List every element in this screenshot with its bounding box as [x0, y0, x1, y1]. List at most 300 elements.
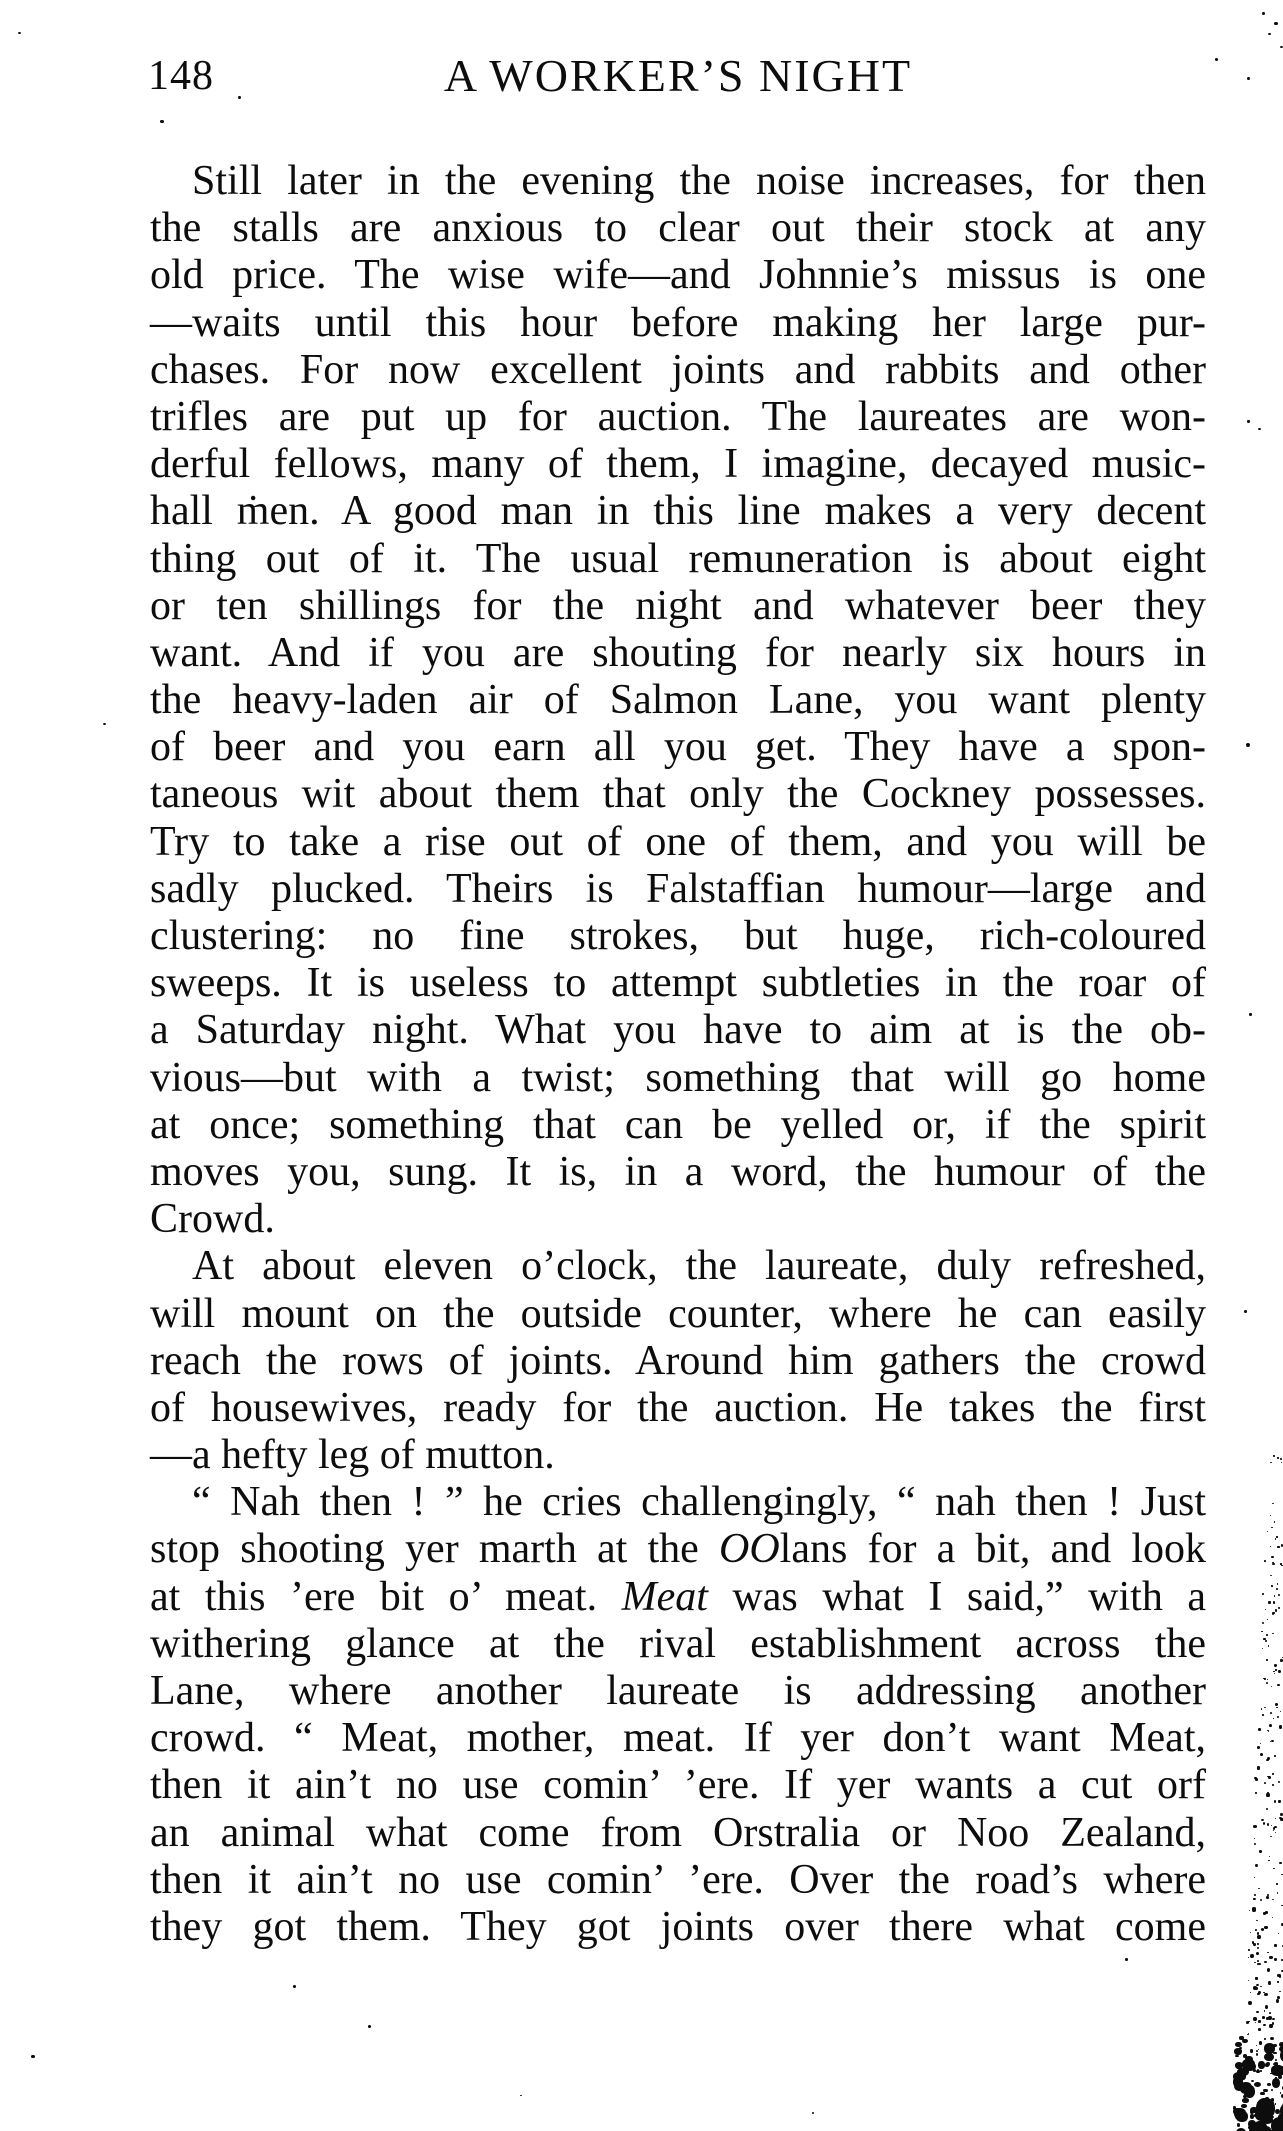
text-span: clustering: no fine strokes, but huge, rich-coloured: [150, 913, 1206, 959]
text-line: [150, 630, 1206, 677]
text-span: sweeps. It is useless to attempt subtleties in the roar of: [150, 960, 1206, 1007]
noise-speck: [1267, 1952, 1268, 1953]
text-line: [150, 394, 1206, 441]
noise-speck: [1275, 1609, 1277, 1611]
noise-speck: [1272, 1773, 1274, 1774]
noise-speck: [1265, 2005, 1269, 2009]
text-span: trifles are put up for auction. The laureates are won-: [150, 393, 1206, 440]
text-line: [150, 1904, 1206, 1951]
noise-speck: [1273, 1868, 1275, 1869]
noise-speck: [1270, 1836, 1272, 1837]
text-span: will mount on the outside counter, where he can easily: [150, 1290, 1206, 1337]
noise-speck: [1256, 2011, 1258, 2013]
noise-speck: [1261, 1819, 1264, 1821]
noise-speck: [1264, 1707, 1266, 1708]
noise-speck: [1250, 1954, 1254, 1958]
text-span: reach the rows of joints. Around him gathers the crowd: [150, 1337, 1206, 1384]
noise-speck: [1269, 2024, 1273, 2028]
text-span: they got them. They got joints over there what come: [150, 1903, 1206, 1950]
noise-speck: [1275, 1818, 1276, 1819]
noise-speck: [1256, 2050, 1258, 2052]
noise-speck: [1125, 1958, 1128, 1961]
noise-speck: [1276, 1707, 1277, 1708]
noise-speck: [1275, 2059, 1277, 2061]
noise-speck: [1266, 1634, 1268, 1635]
text-span: thing out of it. The usual remuneration is about eight: [150, 535, 1206, 582]
noise-speck: [1260, 1986, 1262, 1988]
noise-speck: [1268, 1645, 1269, 1646]
noise-speck: [1272, 1917, 1273, 1919]
noise-speck: [1272, 1503, 1273, 1504]
text-span: at once; something that can be yelled or, if the spirit: [150, 1101, 1206, 1148]
noise-speck: [1257, 1943, 1260, 1945]
noise-speck: [1256, 2070, 1259, 2073]
noise-speck: [1279, 1991, 1280, 1992]
noise-speck: [1268, 1981, 1271, 1984]
noise-speck: [1267, 1757, 1270, 1760]
noise-speck: [1258, 428, 1261, 430]
noise-speck: [1250, 2114, 1254, 2119]
noise-speck: [1278, 1670, 1281, 1673]
text-span: “ Nah then ! ” he cries challengingly, “ nah then ! Just: [192, 1479, 1206, 1526]
text-span: —waits until this hour before making her large pur-: [150, 299, 1206, 346]
text-line: [150, 1291, 1206, 1338]
text-span: the stalls are anxious to clear out their stock at any: [150, 205, 1206, 252]
noise-speck: [1278, 1546, 1279, 1548]
noise-speck: [1273, 1830, 1274, 1831]
noise-speck: [1257, 1960, 1259, 1962]
noise-speck: [1253, 1825, 1256, 1828]
noise-speck: [1246, 743, 1250, 747]
noise-speck: [1270, 1712, 1272, 1714]
noise-speck: [1250, 1992, 1252, 1993]
noise-speck: [1247, 420, 1250, 423]
noise-speck: [1257, 1935, 1261, 1939]
noise-speck: [1245, 2056, 1253, 2063]
noise-speck: [1248, 2001, 1252, 2005]
noise-speck: [1253, 1898, 1255, 1900]
noise-speck: [1269, 2012, 1271, 2014]
noise-speck: [1281, 1959, 1283, 1961]
text-line: [150, 1338, 1206, 1385]
noise-speck: [1267, 1531, 1268, 1532]
noise-speck: [1251, 2080, 1254, 2083]
noise-speck: [1269, 1724, 1272, 1727]
noise-speck: [1279, 1862, 1281, 1864]
text-line: [150, 536, 1206, 583]
noise-speck: [1266, 1808, 1268, 1810]
noise-speck: [1234, 2048, 1242, 2055]
noise-speck: [1272, 1784, 1274, 1786]
noise-speck: [1264, 2038, 1266, 2040]
text-line: [150, 1668, 1206, 1715]
text-span: an animal what come from Orstralia or Noo Zealand,: [150, 1809, 1206, 1856]
noise-speck: [1280, 1813, 1283, 1816]
text-span: or ten shillings for the night and whatever beer they: [150, 582, 1206, 629]
noise-speck: [1250, 1932, 1252, 1933]
noise-speck: [160, 120, 164, 123]
noise-speck: [1254, 1838, 1255, 1839]
noise-speck: [1275, 1538, 1277, 1540]
noise-speck: [1237, 2123, 1240, 2127]
noise-speck: [1273, 1671, 1274, 1672]
noise-speck: [1276, 1536, 1277, 1537]
noise-speck: [1267, 2083, 1271, 2086]
noise-speck: [1278, 1933, 1279, 1934]
noise-speck: [1271, 2089, 1273, 2091]
text-line: [150, 1762, 1206, 1809]
noise-speck: [1270, 2037, 1274, 2041]
text-line: [150, 1432, 1206, 1479]
noise-speck: [1268, 1776, 1271, 1779]
noise-speck: [1265, 1911, 1268, 1913]
noise-speck: [1266, 1896, 1269, 1899]
noise-speck: [1247, 2034, 1249, 2036]
text-span: moves you, sung. It is, in a word, the humour of the: [150, 1148, 1206, 1195]
noise-speck: [368, 2025, 371, 2028]
text-line: [150, 1715, 1206, 1762]
text-span: crowd. “ Meat, mother, meat. If yer don’t want Meat,: [150, 1715, 1206, 1762]
noise-speck: [1256, 2053, 1258, 2056]
noise-speck: [1257, 1947, 1259, 1949]
text-line: [150, 1102, 1206, 1149]
noise-speck: [1255, 1778, 1258, 1781]
noise-speck: [1237, 2086, 1240, 2089]
noise-speck: [1262, 1593, 1264, 1594]
text-span: a Saturday night. What you have to aim at is the ob-: [150, 1007, 1206, 1054]
text-line: [150, 1196, 1206, 1243]
noise-speck: [1268, 1601, 1270, 1604]
text-line: [150, 300, 1206, 347]
noise-speck: [1271, 1740, 1274, 1742]
noise-speck: [1274, 1521, 1276, 1523]
noise-speck: [1246, 2092, 1251, 2097]
noise-speck: [1248, 1949, 1250, 1951]
noise-speck: [1271, 1527, 1272, 1529]
noise-speck: [1271, 1556, 1273, 1558]
noise-speck: [1239, 2036, 1244, 2040]
noise-speck: [1279, 1725, 1282, 1728]
noise-speck: [1278, 1781, 1280, 1783]
noise-speck: [1239, 2075, 1242, 2078]
noise-speck: [1267, 1619, 1268, 1620]
text-line: [150, 1055, 1206, 1102]
noise-speck: [1261, 1708, 1263, 1710]
noise-speck: [1274, 1944, 1276, 1946]
noise-speck: [1264, 1961, 1267, 1963]
noise-speck: [1242, 2098, 1249, 2103]
noise-speck: [1273, 1455, 1275, 1457]
noise-speck: [1272, 2018, 1275, 2020]
text-span: stop shooting yer marth at the: [150, 1526, 719, 1573]
noise-speck: [1258, 1728, 1261, 1730]
noise-speck: [1274, 1664, 1277, 1667]
noise-speck: [1258, 2061, 1265, 2069]
noise-speck: [1275, 2103, 1276, 2104]
noise-speck: [1277, 2065, 1281, 2069]
noise-speck: [1264, 1782, 1266, 1784]
noise-speck: [520, 2095, 522, 2096]
noise-speck: [1258, 2020, 1261, 2023]
noise-speck: [1270, 1546, 1271, 1547]
text-span: derful fellows, many of them, I imagine, decayed music-: [150, 441, 1206, 488]
noise-speck: [1266, 1682, 1269, 1684]
noise-speck: [1280, 1659, 1283, 1662]
text-span: then it ain’t no use comin’ ’ere. Over the road’s where: [150, 1856, 1206, 1903]
text-span: the heavy-laden air of Salmon Lane, you want plenty: [150, 677, 1206, 724]
noise-speck: [1265, 1609, 1266, 1610]
noise-speck: [1260, 2070, 1262, 2072]
noise-speck: [1278, 1607, 1280, 1609]
noise-speck: [1280, 1458, 1282, 1460]
noise-speck: [1263, 1822, 1265, 1825]
noise-speck: [1257, 1746, 1260, 1749]
noise-speck: [812, 2112, 814, 2114]
noise-speck: [31, 2055, 35, 2058]
noise-speck: [1273, 1718, 1274, 1719]
noise-speck: [1241, 2104, 1247, 2108]
noise-speck: [1260, 1899, 1263, 1902]
noise-speck: [1271, 1585, 1273, 1586]
noise-speck: [1264, 2043, 1275, 2054]
noise-speck: [1262, 1714, 1264, 1715]
text-span: want. And if you are shouting for nearly six hours in: [150, 629, 1206, 676]
noise-speck: [1277, 1892, 1278, 1893]
noise-speck: [1261, 2092, 1265, 2096]
noise-speck: [1254, 2082, 1262, 2088]
noise-speck: [1275, 1703, 1278, 1706]
text-line: [150, 252, 1206, 299]
noise-speck: [1271, 1686, 1272, 1687]
text-span: was what I said,” with a: [707, 1573, 1206, 1620]
page-number: 148: [148, 53, 214, 99]
text-span: withering glance at the rival establishment across the: [150, 1620, 1206, 1667]
noise-speck: [1272, 2078, 1281, 2088]
text-span: lans for a bit, and look: [779, 1526, 1206, 1573]
noise-speck: [1255, 1864, 1258, 1867]
text-span: Still later in the evening the noise increases, for then: [192, 158, 1206, 204]
noise-speck: [1264, 2010, 1265, 2011]
noise-speck: [1264, 1560, 1266, 1562]
noise-speck: [1249, 1910, 1250, 1911]
noise-speck: [1267, 1679, 1268, 1680]
text-span: Crowd.: [150, 1196, 275, 1243]
noise-speck: [1276, 1999, 1279, 2003]
noise-speck: [1269, 1856, 1270, 1857]
noise-speck: [1237, 2079, 1241, 2082]
noise-speck: [1249, 1013, 1252, 1016]
noise-speck: [1260, 1753, 1263, 1756]
noise-speck: [1277, 1981, 1279, 1983]
text-line: [150, 771, 1206, 818]
noise-speck: [1256, 2045, 1257, 2046]
noise-speck: [1255, 1929, 1257, 1931]
text-line: [150, 347, 1206, 394]
noise-speck: [1278, 1800, 1280, 1802]
text-line: [150, 158, 1206, 205]
noise-speck: [1267, 1792, 1268, 1794]
noise-speck: [1270, 1515, 1271, 1516]
noise-speck: [1266, 2062, 1270, 2066]
noise-speck: [1268, 2016, 1272, 2020]
text-span: at this ’ere bit o’ meat.: [150, 1573, 622, 1620]
noise-speck: [1274, 1800, 1277, 1803]
noise-speck: [1267, 1968, 1271, 1972]
text-line: [150, 1385, 1206, 1432]
noise-speck: [1266, 1659, 1268, 1660]
text-span: sadly plucked. Theirs is Falstaffian humour—large and: [150, 865, 1206, 912]
noise-speck: [1277, 1996, 1280, 1999]
noise-speck: [1279, 1975, 1281, 1977]
noise-speck: [1272, 1633, 1273, 1634]
noise-speck: [1264, 1926, 1268, 1929]
noise-speck: [103, 723, 106, 725]
text-line: [150, 441, 1206, 488]
noise-speck: [1248, 2033, 1249, 2034]
noise-speck: [1274, 1755, 1276, 1757]
noise-speck: [1264, 1678, 1266, 1680]
text-line: [150, 960, 1206, 1007]
text-line: [150, 1479, 1206, 1526]
text-span: then it ain’t no use comin’ ’ere. If yer wants a cut orf: [150, 1762, 1206, 1809]
page-body: [150, 158, 1206, 1951]
text-line: [150, 1621, 1206, 1668]
noise-speck: [1248, 1980, 1249, 1981]
text-span: hall ṁen. A good man in this line makes a very decent: [150, 488, 1206, 535]
noise-speck: [1248, 1957, 1249, 1958]
noise-speck: [1250, 2049, 1254, 2053]
noise-speck: [1270, 1462, 1272, 1463]
noise-speck: [1274, 1673, 1276, 1674]
noise-speck: [1274, 1958, 1277, 1961]
noise-speck: [1267, 1894, 1269, 1896]
noise-speck: [1277, 1684, 1279, 1686]
text-span: At about eleven o’clock, the laureate, duly refreshed,: [192, 1243, 1206, 1290]
noise-speck: [1268, 1731, 1269, 1732]
text-line: [150, 1810, 1206, 1857]
noise-speck: [1235, 2062, 1243, 2069]
text-line: [150, 488, 1206, 535]
noise-speck: [1252, 1941, 1255, 1943]
noise-speck: [1262, 1622, 1264, 1624]
noise-speck: [1264, 1993, 1268, 1996]
noise-speck: [1255, 2022, 1256, 2023]
noise-speck: [1259, 2041, 1262, 2044]
noise-speck: [1255, 2108, 1268, 2121]
noise-speck: [1262, 2016, 1265, 2019]
noise-speck: [1256, 1920, 1258, 1922]
noise-speck: [1252, 1907, 1255, 1911]
noise-speck: [293, 1985, 296, 1988]
italic-text: OO: [719, 1526, 780, 1573]
noise-speck: [1258, 2049, 1259, 2050]
noise-speck: [1266, 1793, 1269, 1797]
noise-speck: [1258, 1991, 1261, 1995]
text-line: [150, 1857, 1206, 1904]
noise-speck: [1253, 1986, 1257, 1990]
noise-speck: [1269, 1956, 1273, 1959]
noise-speck: [1281, 1462, 1282, 1463]
noise-speck: [1262, 1648, 1263, 1649]
noise-speck: [1276, 1588, 1278, 1590]
text-line: [150, 1243, 1206, 1290]
noise-speck: [1247, 2067, 1250, 2070]
noise-speck: [1260, 1743, 1261, 1744]
italic-text: Meat: [621, 1573, 708, 1620]
text-span: of housewives, ready for the auction. He takes the first: [150, 1384, 1206, 1431]
text-span: vious—but with a twist; something that will go home: [150, 1054, 1206, 1101]
noise-speck: [1281, 1874, 1282, 1875]
noise-speck: [1270, 1575, 1272, 1576]
noise-speck: [1271, 1825, 1272, 1826]
text-line: [150, 724, 1206, 771]
text-span: Try to take a rise out of one of them, and you will be: [150, 818, 1206, 865]
noise-speck: [1267, 1823, 1270, 1826]
noise-speck: [1264, 2053, 1274, 2062]
noise-speck: [1261, 1928, 1264, 1931]
text-span: taneous wit about them that only the Cockney possesses.: [150, 771, 1206, 818]
noise-speck: [1277, 1457, 1278, 1459]
noise-speck: [1259, 1850, 1262, 1853]
text-line: [150, 1007, 1206, 1054]
running-title: A WORKER’S NIGHT: [443, 50, 913, 101]
noise-speck: [1254, 1877, 1255, 1878]
text-span: of beer and you earn all you get. They have a spon-: [150, 724, 1206, 771]
noise-speck: [1272, 1899, 1274, 1900]
text-line: [150, 1574, 1206, 1621]
noise-speck: [1277, 1583, 1278, 1584]
noise-speck: [1274, 1595, 1275, 1596]
noise-speck: [1275, 1832, 1276, 1833]
noise-speck: [1258, 2028, 1262, 2031]
noise-speck: [1235, 2055, 1239, 2058]
noise-speck: [1276, 1883, 1277, 1885]
noise-speck: [1254, 1894, 1256, 1896]
noise-speck: [1277, 1716, 1279, 1718]
text-span: chases. For now excellent joints and rabbits and other: [150, 346, 1206, 393]
text-span: Lane, where another laureate is addressing another: [150, 1668, 1206, 1714]
text-line: [150, 1149, 1206, 1196]
noise-speck: [1255, 1792, 1257, 1794]
noise-speck: [1273, 1601, 1275, 1603]
noise-speck: [1275, 1669, 1276, 1671]
noise-speck: [1261, 1631, 1262, 1632]
noise-speck: [1256, 1952, 1259, 1955]
text-span: —a hefty leg of mutton.: [150, 1432, 555, 1479]
noise-speck: [1265, 1640, 1267, 1642]
noise-speck: [1253, 2017, 1257, 2021]
noise-speck: [1254, 1962, 1256, 1963]
noise-speck: [1280, 1563, 1281, 1564]
noise-speck: [1280, 1711, 1281, 1712]
text-line: [150, 1526, 1206, 1573]
text-line: [150, 205, 1206, 252]
noise-speck: [1254, 1843, 1256, 1845]
noise-speck: [1257, 1963, 1260, 1965]
noise-speck: [1268, 1860, 1269, 1861]
noise-speck: [1263, 2024, 1266, 2027]
noise-speck: [1258, 1888, 1260, 1889]
noise-speck: [1237, 2111, 1244, 2118]
page-header: [0, 0, 1283, 120]
text-line: [150, 819, 1206, 866]
text-line: [150, 677, 1206, 724]
text-line: [150, 866, 1206, 913]
noise-speck: [1273, 2118, 1283, 2130]
text-line: [150, 913, 1206, 960]
noise-speck: [1215, 58, 1218, 61]
text-span: old price. The wise wife—and Johnnie’s missus is one: [150, 252, 1206, 299]
